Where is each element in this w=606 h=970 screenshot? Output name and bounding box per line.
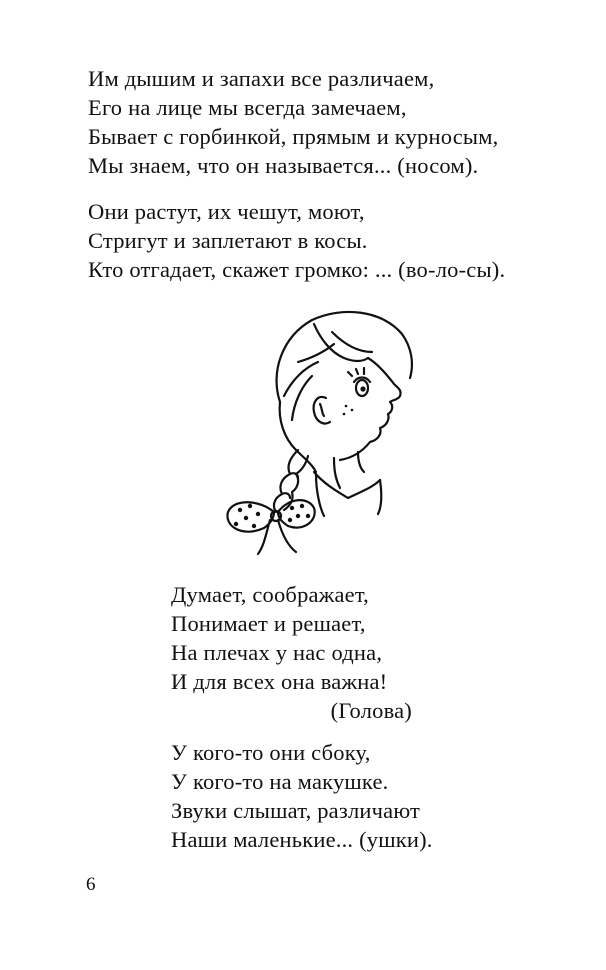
riddle-line: И для всех она важна! [171, 669, 388, 694]
riddle-line: Кто отгадает, скажет громко: ... (во-ло-сы). [88, 257, 506, 282]
riddle-line: У кого-то они сбоку, [171, 740, 371, 765]
riddle-nose [88, 64, 499, 180]
riddle-line: Бывает с горбинкой, прямым и курносым, [88, 124, 499, 149]
riddle-line: Наши маленькие... (ушки). [171, 827, 433, 852]
riddle-line: Мы знаем, что он называется... (носом). [88, 153, 479, 178]
riddle-hair [88, 197, 505, 284]
riddle-line: Стригут и заплетают в косы. [88, 228, 368, 253]
riddle-line: На плечах у нас одна, [171, 640, 383, 665]
riddle-line: У кого-то на макушке. [171, 769, 389, 794]
page-number: 6 [86, 874, 96, 895]
riddle-line: Они растут, их чешут, моют, [88, 199, 365, 224]
riddle-line: Звуки слышат, различают [171, 798, 421, 823]
girl-with-braid-icon [212, 302, 422, 562]
riddle-answer: (Голова) [330, 698, 412, 723]
riddle-ears [171, 738, 433, 854]
riddle-head [171, 580, 414, 725]
riddle-line: Понимает и решает, [171, 611, 366, 636]
riddle-line: Им дышим и запахи все различаем, [88, 66, 435, 91]
riddle-line: Его на лице мы всегда замечаем, [88, 95, 407, 120]
riddle-line: Думает, соображает, [171, 582, 370, 607]
